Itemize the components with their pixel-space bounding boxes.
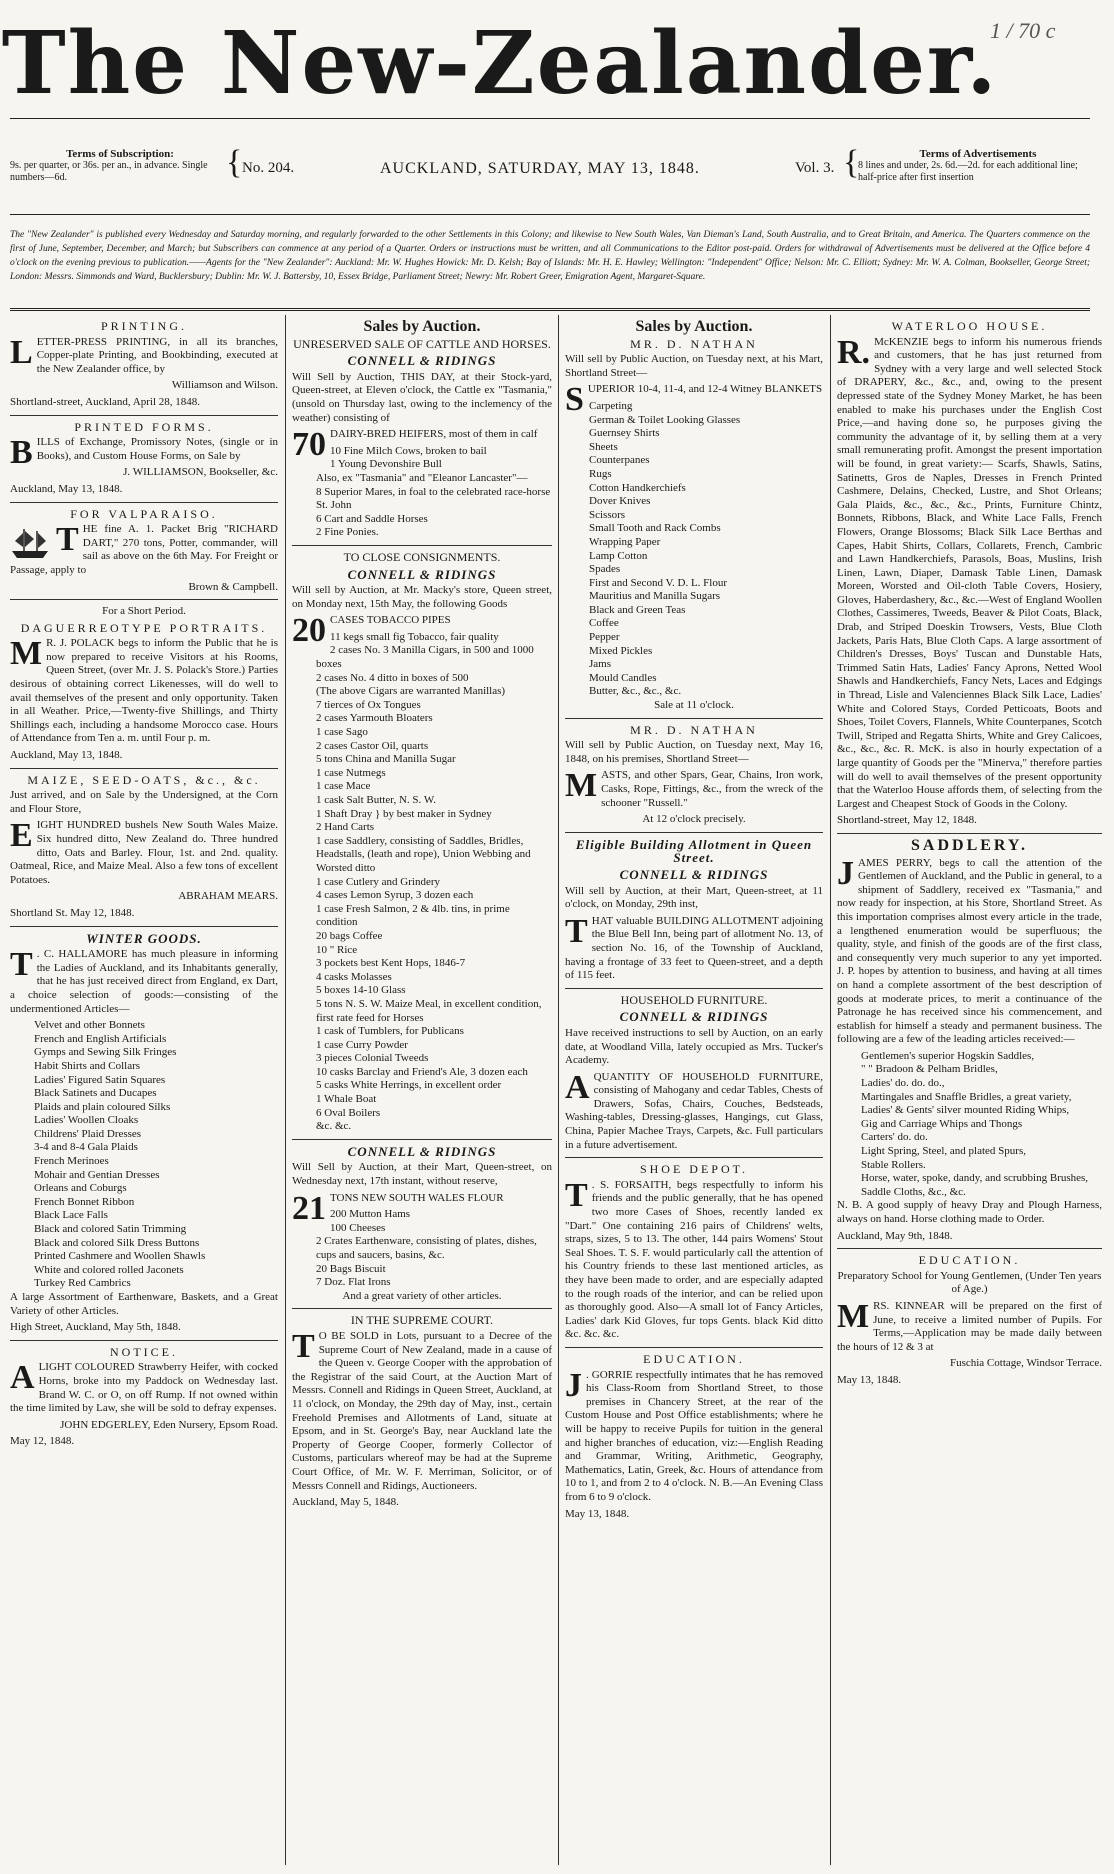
shoe-body: . S. FORSAITH, begs respectfully to inform his friends and the public generally, that he has opened two more Cases of Shoes, recently landed ex "Dart." One containing 216 pairs of Childrens' welts, straps, sizes, 5 to 13. The other, 144 pairs Womens' Stout Seal Shoes. T. S. F. would particularly call the attention of his Country friends to these last mentioned articles, as they have been made to order, and are especially adapted to the rough roads of the interior, and can be relied upon as thoroughly good. Also—A small lot of Fancy Articles, Ladies' dark Kid Gloves, fur tops Gents. black Kid ditto &c. &c. &c. (565, 1178, 823, 1341)
maize-signature: ABRAHAM MEARS. (178, 890, 278, 903)
winter-body: . C. HALLAMORE has much pleasure in informing the Ladies of Auckland, and its Inhabitants generally, that he has just received direct from England, ex Dart, a choice selection of goods:—consisting of the undermentioned Articles— (10, 948, 278, 1015)
drop-cap: 70 (292, 426, 326, 464)
education-date: May 13, 1848. (837, 1373, 902, 1386)
list-item: Mohair and Gentian Dresses (34, 1168, 160, 1181)
education-heading: EDUCATION. (643, 1351, 745, 1366)
list-item: 5 boxes 14-10 Glass (316, 984, 406, 997)
drop-cap: A (565, 1068, 590, 1106)
list-item: Childrens' Plaid Dresses (34, 1127, 142, 1140)
advertisement-terms (858, 148, 1098, 184)
list-item: Carters' do. do. (861, 1131, 928, 1144)
list-item: Butter, &c., &c., &c. (589, 685, 682, 698)
maize-heading: MAIZE, SEED-OATS, &c., &c. (27, 772, 261, 787)
cattle-items (292, 445, 552, 540)
household-heading: HOUSEHOLD FURNITURE. (620, 992, 768, 1007)
firm-name: CONNELL & RIDINGS (347, 1143, 497, 1159)
list-item: 11 kegs small fig Tobacco, fair quality (330, 630, 499, 643)
list-item: French Merinoes (34, 1155, 109, 1168)
list-item: Cotton Handkerchiefs (589, 481, 686, 494)
divider (10, 768, 278, 769)
issue-date: AUCKLAND, SATURDAY, MAY 13, 1848. (380, 160, 700, 177)
list-item: 1 cask of Tumblers, for Publicans (316, 1025, 464, 1038)
column-rule (830, 315, 831, 1865)
issue-number: No. 204. (242, 160, 295, 176)
allotment-lead: HAT valuable BUILDING ALLOTMENT adjoining the Blue Bell Inn, being part of allotment No. 13, of section No. 16, of the Township of Auckland, having a frontage of 33 feet to Queen-street, and a depth of 115 feet. (565, 914, 823, 982)
flour-items (292, 1208, 552, 1290)
list-item: Spades (589, 563, 621, 576)
waterloo-body: McKENZIE begs to inform his numerous friends and customers, that he has just returned from Sydney with a very large and well selected Stock of DRAPERY, &c., &c., and, owing to the present depressed state of the Sydney Money Market, he has been enabled to make his purchases under the English Cost Price,—and having done so, he purposes giving the community the advantage of it, by selling them at a very small remunerating profit. Amongst the present importation will be found, in great variety:— Scarfs, Shawls, Satins, Satinetts, Gros de Naples, Dresses in French Printed Cashmere, Delains, Checked, Lustre, and Shot Orleans; Gala Plaids, &c., &c., &c., Prints, Furniture Chintz, Bonnets, Ribbons, Black, and White Lace Falls, French Flowers, Orange Blossoms; Black Silk Lace Berthas and Capes, Habit Shirts, Collars, Collarets, French, Cambric and Lawn Handkerchiefs, Parasols, Boas, Muslins, Irish Linen, Lawn, Diaper, Damask Table Linen, Damask Moreen, Worsted and Oil-cloth Table Covers, Hosiery, Gloves, Haberdashery, &c., &c.—West of England Woollen Clothes, Cassimeres, Tweeds, Beaver & Pilot Coats, Black, Drab, and Striped Doeskin Trowsers, Vests, Blue Cloth Jackets, Paris Hats, Blue Cloth Caps. A large assortment of Children's Dresses, Boys' Tuscan and Dunstable Hats, Trimmed Satin Hats, Ladies' Fancy Aprons, Netted Wool Shawls and Handkerchiefs, Fancy Nets, Laces and Edgings in Thread, Lisle and Valenciennes Black Silk Lace, Ladies' White and Colored Stays, Corded Petticoats, Boots and Shoes, Toilet Covers, Flannels, White Counterpanes, Scotch Twill, Striped and Regatta Shirts, White and Grey Calicoes, &c., &c., &c. R. McK. is also in hourly expectation of a large quantity of Goods per the "Minerva," therefore parties will do well to avail themselves of the present opportunity that the Waterloo House affords them, of selecting from the Largest and Cheapest Stock of Goods in the Colony. (837, 335, 1102, 810)
subscription-terms (10, 148, 230, 184)
drop-cap: 20 (292, 612, 326, 650)
valparaiso-signature: Brown & Campbell. (188, 580, 278, 593)
drop-cap: L (10, 333, 33, 371)
list-item: Habit Shirts and Collars (34, 1059, 141, 1072)
divider (292, 1308, 552, 1309)
divider (565, 988, 823, 989)
list-item: Black and Green Teas (589, 603, 686, 616)
valparaiso-body: HE fine A. 1. Packet Brig "RICHARD DART," 270 tons, Potter, commander, will sail as above on the 6th May. For Freight or Passage, apply to (10, 523, 278, 576)
list-item: Dover Knives (589, 495, 651, 508)
list-item: Small Tooth and Rack Combs (589, 522, 721, 535)
masthead-title: The New-Zealander. (1, 13, 999, 114)
list-item: 5 tons China and Manilla Sugar (316, 753, 456, 766)
divider (10, 502, 278, 503)
list-item: 10 casks Barclay and Friend's Ale, 3 dozen each (316, 1065, 528, 1078)
divider (837, 833, 1102, 834)
advert-text: 8 lines and under, 2s. 6d.—2d. for each additional line; half-price after first insertion (858, 160, 1078, 183)
list-item: 7 Doz. Flat Irons (316, 1276, 391, 1289)
nathan-time: Sale at 11 o'clock. (654, 699, 734, 712)
education-sub: Preparatory School for Young Gentlemen, (Under Ten years of Age.) (837, 1269, 1102, 1296)
list-item: Black and colored Satin Trimming (34, 1223, 187, 1236)
list-item: &c. &c. (316, 1120, 352, 1133)
education-body: RS. KINNEAR will be prepared on the first of June, to receive a limited number of Pupils. For Terms,—Application may be made daily between the hours of 12 & 3 at (837, 1299, 1102, 1353)
forms-body: ILLS of Exchange, Promissory Notes, (single or in Books), and Custom House Forms, on Sale by (36, 436, 278, 462)
list-item: 7 tierces of Ox Tongues (316, 698, 421, 711)
list-item: Turkey Red Cambrics (34, 1277, 131, 1290)
saddlery-date: Auckland, May 9th, 1848. (837, 1229, 953, 1242)
divider (10, 926, 278, 927)
rule (10, 214, 1090, 215)
list-item: 3 pieces Colonial Tweeds (316, 1052, 429, 1065)
flour-body: Will Sell by Auction, at their Mart, Queen-street, on Wednesday next, 17th instant, without reserve, (292, 1161, 552, 1188)
list-item: Carpeting (589, 399, 633, 412)
divider (10, 415, 278, 416)
brace: { (843, 144, 860, 181)
list-item: Orleans and Coburgs (34, 1182, 127, 1195)
list-item: 6 Cart and Saddle Horses (316, 512, 428, 525)
list-item: CASES TOBACCO PIPES (330, 614, 451, 627)
list-item: Plaids and plain coloured Silks (34, 1100, 171, 1113)
drop-cap: M (565, 767, 598, 805)
list-item: TONS NEW SOUTH WALES FLOUR (330, 1191, 504, 1204)
list-item: German & Toilet Looking Glasses (589, 413, 741, 426)
list-item: Black Lace Falls (34, 1209, 108, 1222)
advert-title: Terms of Advertisements (919, 148, 1037, 160)
list-item: 5 tons N. S. W. Maize Meal, in excellent condition, first rate feed for Horses (316, 997, 542, 1024)
saddlery-tail: N. B. A good supply of heavy Dray and Plough Harness, always on hand. Horse clothing made to Order. (837, 1199, 1102, 1225)
drop-cap: T (292, 1327, 315, 1365)
valparaiso-heading: FOR VALPARAISO. (70, 506, 218, 521)
auction-heading: Sales by Auction. (363, 318, 481, 335)
drop-cap: M (10, 635, 43, 673)
nathan2-time: At 12 o'clock precisely. (642, 813, 746, 826)
consignments-heading: TO CLOSE CONSIGNMENTS. (343, 549, 501, 564)
divider (10, 1340, 278, 1341)
divider (292, 545, 552, 546)
list-item: Lamp Cotton (589, 549, 648, 562)
list-item: Guernsey Shirts (589, 427, 660, 440)
court-body: O BE SOLD in Lots, pursuant to a Decree of the Supreme Court of New Zealand, made in a cause of the Queen v. George Cooper with the approbation of the Registrar of the said Court, at the Auction Mart of Messrs. Connell and Ridings in Queen Street, Auckland, at 11 o'clock, on Monday, the 29th day of May, inst., certain Freehold Premises and Allotments of Land, situate at Epsom, and in St. George's Bay, near Auckland late the Property of George Cooper, formerly Collector of Customs, particulars whereof may be had at the Supreme Court Office, of Mr. W. F. Merriman, Solicitor, or of Messrs Connell and Ridings, Auctioneers. (292, 1329, 552, 1492)
cattle-heading: UNRESERVED SALE OF CATTLE AND HORSES. (293, 336, 551, 351)
handwritten-annotation: 1 / 70 c (990, 18, 1056, 43)
list-item: Sheets (589, 440, 618, 453)
list-item: Mould Candles (589, 671, 657, 684)
list-item: DAIRY-BRED HEIFERS, most of them in calf (330, 428, 538, 441)
notice-heading: NOTICE. (110, 1344, 178, 1359)
list-item: 1 Whale Boat (316, 1093, 377, 1106)
column-3 (565, 318, 823, 1863)
maize-body: IGHT HUNDRED bushels New South Wales Maize. Six hundred ditto, New Zealand do. Three hundred ditto, Oats and Barley. Flour, 1st. and 2nd. quality. Oatmeal, Rice, and Maize Meal. Also a few tons of excellent Potatoes. (10, 819, 278, 886)
list-item: Martingales and Snaffle Bridles, a great variety, (861, 1090, 1072, 1103)
list-item: 2 cases No. 4 ditto in boxes of 500 (316, 671, 469, 684)
list-item: 2 Fine Ponies. (316, 526, 379, 539)
printing-date: Shortland-street, Auckland, April 28, 1848. (10, 395, 201, 408)
saddlery-items (837, 1050, 1102, 1200)
consignments-body: Will sell by Auction, at Mr. Macky's store, Queen street, on Monday next, 15th May, the following Goods (292, 584, 552, 610)
rule (10, 308, 1090, 311)
drop-cap: R. (837, 333, 871, 371)
list-item: French Bonnet Ribbon (34, 1195, 135, 1208)
list-item: Ladies' Figured Satin Squares (34, 1073, 166, 1086)
firm-name: CONNELL & RIDINGS (347, 566, 497, 582)
list-item: Rugs (589, 467, 612, 480)
list-item: 1 case Mace (316, 780, 371, 793)
list-item: Scissors (589, 508, 626, 521)
cattle-body: Will Sell by Auction, THIS DAY, at their Stock-yard, Queen-street, at Eleven o'clock, the Cattle ex "Tasmania," (unsold on Thursday last, owing to the inclemency of the weather) consisting of (292, 370, 552, 424)
list-item: Printed Cashmere and Woollen Shawls (34, 1250, 206, 1263)
saddlery-body: AMES PERRY, begs to call the attention of the Gentlemen of Auckland, and the Public in general, to a shipment of Saddlery, received ex "Tasmania," and now ready for inspection, at his Store, Shortland Street. As this importation comprises almost every article in the trade, a lengthened enumeration would be superfluous; the quality, style, and finish of the goods are of the first class, and consequently very much superior to any yet imported. J. P. hopes by attention to business, and having at all times on hand a complete assortment of the best description of goods at moderate prices, to merit a continuance of the Patronage he has received since his commencement, and establish for himself a steady and permanent business. The following are a few of the leading articles received:— (837, 856, 1102, 1046)
ship-icon (10, 525, 50, 561)
list-item: Counterpanes (589, 454, 650, 467)
divider (837, 1248, 1102, 1249)
daguerreotype-body: R. J. POLACK begs to inform the Public that he is now prepared to receive Visitors at his Rooms, Queen Street, (over Mr. J. S. Polack's Store.) Parties desirous of obtaining correct Likenesses, will do well to avail themselves of the present and only opportunity. Taken in all Weather. Price,—Twenty-five Shillings, and Thirty Shillings each, including a handsome Morocco case. Hours of Attendance from Ten a. m. until Four p. m. (10, 637, 278, 745)
list-item: 2 cases Castor Oil, quarts (316, 739, 429, 752)
list-item: Mixed Pickles (589, 644, 653, 657)
column-rule (558, 315, 559, 1865)
list-item: 3-4 and 8-4 Gala Plaids (34, 1141, 138, 1154)
court-date: Auckland, May 5, 1848. (292, 1496, 399, 1509)
list-item: " " Bradoon & Pelham Bridles, (861, 1063, 998, 1076)
list-item: 2 cases Yarmouth Bloaters (316, 712, 433, 725)
maize-date: Shortland St. May 12, 1848. (10, 906, 135, 919)
household-lead: QUANTITY OF HOUSEHOLD FURNITURE, consisting of Mahogany and cedar Tables, Chests of Drawers, Sofas, Chairs, Couches, Bedsteads, Washing-tables, Dressing-glasses, Hangings, cut Glass, China, Papier Machee Trays, Carpets, &c. Full particulars in a future advertisement. (565, 1070, 823, 1151)
list-item: French and English Artificials (34, 1032, 167, 1045)
divider (292, 1139, 552, 1140)
list-item: 20 Bags Biscuit (316, 1262, 386, 1275)
drop-cap: T (565, 1176, 588, 1214)
list-item: 1 case Nutmegs (316, 766, 386, 779)
winter-tail: A large Assortment of Earthenware, Baskets, and a Great Variety of other Articles. (10, 1291, 278, 1317)
volume-number: Vol. 3. (795, 160, 835, 176)
divider (10, 599, 278, 600)
list-item: 200 Mutton Hams (330, 1208, 411, 1221)
list-item: Horse, water, spoke, dandy, and scrubbing Brushes, (861, 1172, 1089, 1185)
daguerreotype-date: Auckland, May 13, 1848. (10, 749, 123, 762)
dateline (0, 120, 1114, 210)
auction-heading: Sales by Auction. (635, 318, 753, 335)
list-item: 2 Hand Carts (316, 821, 375, 834)
short-period: For a Short Period. (102, 605, 186, 618)
education-signature: Fuschia Cottage, Windsor Terrace. (949, 1357, 1102, 1370)
list-item: 1 case Fresh Salmon, 2 & 4lb. tins, in prime condition (316, 902, 510, 929)
list-item: Black Satinets and Ducapes (34, 1087, 157, 1100)
list-item: Velvet and other Bonnets (34, 1019, 145, 1032)
divider (565, 1157, 823, 1158)
waterloo-date: Shortland-street, May 12, 1848. (837, 814, 977, 827)
allotment-body: Will sell by Auction, at their Mart, Queen-street, at 11 o'clock, on Monday, 29th inst, (565, 884, 823, 911)
winter-items (10, 1019, 278, 1291)
list-item: 10 " Rice (316, 943, 358, 956)
list-item: Coffee (589, 617, 619, 630)
drop-cap: 21 (292, 1189, 326, 1227)
list-item: 1 Young Devonshire Bull (330, 458, 442, 471)
list-item: Mauritius and Manilla Sugars (589, 590, 721, 603)
column-rule (285, 315, 286, 1865)
list-item: Saddle Cloths, &c., &c. (861, 1185, 966, 1198)
list-item: 20 bags Coffee (316, 929, 383, 942)
drop-cap: T (56, 521, 79, 559)
list-item: Black and colored Silk Dress Buttons (34, 1236, 200, 1249)
list-item: 1 Shaft Dray } by best maker in Sydney (316, 807, 492, 820)
education-date: May 13, 1848. (565, 1507, 630, 1520)
nathan-body: Will sell by Public Auction, on Tuesday next, at his Mart, Shortland Street— (565, 353, 823, 379)
nathan-lead: UPERIOR 10-4, 11-4, and 12-4 Witney BLANKETS (587, 383, 823, 396)
winter-date: High Street, Auckland, May 5th, 1848. (10, 1321, 181, 1334)
waterloo-heading: WATERLOO HOUSE. (891, 319, 1048, 333)
list-item: Ladies' & Gents' silver mounted Riding Whips, (861, 1104, 1070, 1117)
column-1 (10, 318, 278, 1863)
list-item: 4 cases Lemon Syrup, 3 dozen each (316, 889, 474, 902)
forms-date: Auckland, May 13, 1848. (10, 482, 123, 495)
list-item: Stable Rollers. (861, 1158, 926, 1171)
list-item: White and colored rolled Jaconets (34, 1263, 184, 1276)
list-item: 1 case Cutlery and Grindery (316, 875, 441, 888)
shoe-heading: SHOE DEPOT. (639, 1162, 749, 1177)
divider (565, 718, 823, 719)
nathan-items (565, 400, 823, 699)
education-body: . GORRIE respectfully intimates that he has removed his Class-Room from Shortland Street, to those premises in Chancery Street, at the rear of the Custom House and Post Office establishments; where he will be happy to receive Pupils for tuition in the general and higher branches of education, viz:—English Reading and Grammar, Writing, Arithmetic, Geography, Mathematics, Latin, Greek, &c. Hours of attendance from 10 to 1, and from 2 to 4 o'clock. N. B.—An Evening Class from 6 to 9 o'clock. (565, 1368, 823, 1503)
list-item: 1 case Curry Powder (316, 1038, 408, 1051)
list-item: 4 casks Molasses (316, 970, 392, 983)
consignment-items (292, 631, 552, 1134)
list-item: Wrapping Paper (589, 535, 661, 548)
list-item: Also, ex "Tasmania" and "Eleanor Lancaster"— (316, 471, 528, 484)
flour-tail: And a great variety of other articles. (342, 1289, 502, 1302)
list-item: Pepper (589, 631, 620, 644)
list-item: Gig and Carriage Whips and Thongs (861, 1117, 1023, 1130)
list-item: (The above Cigars are warranted Manillas) (316, 685, 506, 698)
list-item: Light Spring, Steel, and plated Spurs, (861, 1145, 1026, 1158)
column-4 (837, 318, 1102, 1863)
drop-cap: T (10, 946, 33, 984)
divider (565, 832, 823, 833)
publication-notice: The "New Zealander" is published every Wednesday and Saturday morning, and regularly forwarded to the other Settlements in this Colony; and likewise to New South Wales, Van Dieman's Land, South Australia, and to Great Britain, and America. The Quarters commence on the first of June, September, December, and March; but Subscribers can commence at any period of a Quarter. Orders or instructions must be written, and all Communications to the Editor post-paid. Orders for withdrawal of Advertisements must be delivered at the Office before 4 o'clock on the evening previous to publication.——Agents for the "New Zealander": Auckland: Mr. W. Hughes Howick: Mr. D. Kelsh; Bay of Islands: Mr. H. E. Hawley; Wellington: "Independent" Office; Nelson: Mr. C. Elliott; Sydney: Mr. W. A. Colman, Bookseller, George Street; London: Messrs. Simmonds and Ward, Bucklersbury; Dublin: Mr. W. J. Battersby, 10, Essex Bridge, Parliament Street; Newry: Mr. Robert Greer, Emigration Agent, Margaret-Square. (10, 230, 1090, 282)
drop-cap: J (837, 854, 854, 892)
list-item: 2 cases No. 3 Manilla Cigars, in 500 and 1000 boxes (316, 644, 534, 671)
drop-cap: S (565, 381, 584, 419)
education-heading: EDUCATION. (918, 1253, 1021, 1268)
list-item: 1 cask Salt Butter, N. S. W. (316, 794, 436, 806)
list-item: 3 pockets best Kent Hops, 1846-7 (316, 957, 466, 970)
forms-heading: PRINTED FORMS. (74, 419, 214, 434)
forms-signature: J. WILLIAMSON, Bookseller, &c. (123, 466, 278, 479)
household-body: Have received instructions to sell by Auction, on an early date, at Woodland Villa, lately occupied as Mrs. Tucker's Academy. (565, 1026, 823, 1067)
list-item: 1 case Sago (316, 726, 368, 739)
notice-signature: JOHN EDGERLEY, Eden Nursery, Epsom Road. (60, 1418, 278, 1431)
nathan2-body: Will sell by Public Auction, on Tuesday next, May 16, 1848, on his premises, Shortland Street— (565, 739, 823, 765)
list-item: 6 Oval Boilers (316, 1106, 381, 1119)
subscription-title: Terms of Subscription: (66, 148, 174, 160)
list-item: 10 Fine Milch Cows, broken to bail (330, 444, 487, 457)
drop-cap: B (10, 434, 33, 472)
allotment-heading: Eligible Building Allotment in Queen Street. (575, 836, 813, 866)
daguerreotype-heading: DAGUERREOTYPE PORTRAITS. (20, 620, 268, 635)
printing-body: ETTER-PRESS PRINTING, in all its branches, Copper-plate Printing, and Bookbinding, executed at the New Zealander office, by (36, 335, 278, 375)
court-heading: IN THE SUPREME COURT. (350, 1313, 494, 1328)
list-item: 100 Cheeses (330, 1221, 386, 1234)
printing-signature: Williamson and Wilson. (171, 379, 278, 392)
maize-intro: Just arrived, and on Sale by the Undersigned, at the Corn and Flour Store, (10, 789, 278, 815)
list-item: 1 case Saddlery, consisting of Saddles, Bridles, Headstalls, (leath and rope), Union Webbing and Worsted ditto (316, 834, 531, 874)
firm-name: CONNELL & RIDINGS (619, 866, 769, 882)
drop-cap: A (10, 1359, 35, 1397)
list-item: 8 Superior Mares, in foal to the celebrated race-horse St. John (316, 485, 551, 512)
list-item: Gymps and Sewing Silk Fringes (34, 1046, 177, 1059)
drop-cap: T (565, 912, 588, 950)
list-item: 2 Crates Earthenware, consisting of plates, dishes, cups and saucers, basins, &c. (316, 1235, 537, 1261)
nathan2-heading: MR. D. NATHAN (630, 722, 758, 737)
divider (565, 1347, 823, 1348)
list-item: Ladies' do. do. do., (861, 1077, 945, 1090)
list-item: Ladies' Woollen Cloaks (34, 1114, 139, 1127)
nathan2-lead: ASTS, and other Spars, Gear, Chains, Iron work, Casks, Rope, Fittings, &c., from the wreck of the schooner "Russell." (601, 769, 823, 809)
firm-name: CONNELL & RIDINGS (619, 1009, 769, 1025)
list-item: First and Second V. D. L. Flour (589, 576, 728, 589)
printing-heading: PRINTING. (101, 319, 187, 333)
drop-cap: E (10, 817, 33, 855)
subscription-text: 9s. per quarter, or 36s. per an., in advance. Single numbers—6d. (10, 160, 208, 183)
list-item: 5 casks White Herrings, in excellent order (316, 1079, 502, 1092)
drop-cap: M (837, 1297, 870, 1335)
nathan-heading: MR. D. NATHAN (630, 336, 758, 351)
brace: { (226, 144, 243, 181)
notice-date: May 12, 1848. (10, 1435, 75, 1448)
rule (10, 118, 1090, 119)
list-item: Jams (589, 658, 611, 671)
notice-body: LIGHT COLOURED Strawberry Heifer, with cocked Horns, broke into my Paddock on Wednesday last. Brand W. C. or O, on off Rump. If not owned within the time limited by Law, she will be sold to defray expenses. (10, 1361, 278, 1415)
drop-cap: J (565, 1366, 582, 1404)
column-2 (292, 318, 552, 1863)
firm-name: CONNELL & RIDINGS (347, 353, 497, 369)
list-item: Gentlemen's superior Hogskin Saddles, (861, 1049, 1035, 1062)
saddlery-heading: SADDLERY. (911, 836, 1028, 854)
winter-heading: WINTER GOODS. (86, 930, 202, 946)
